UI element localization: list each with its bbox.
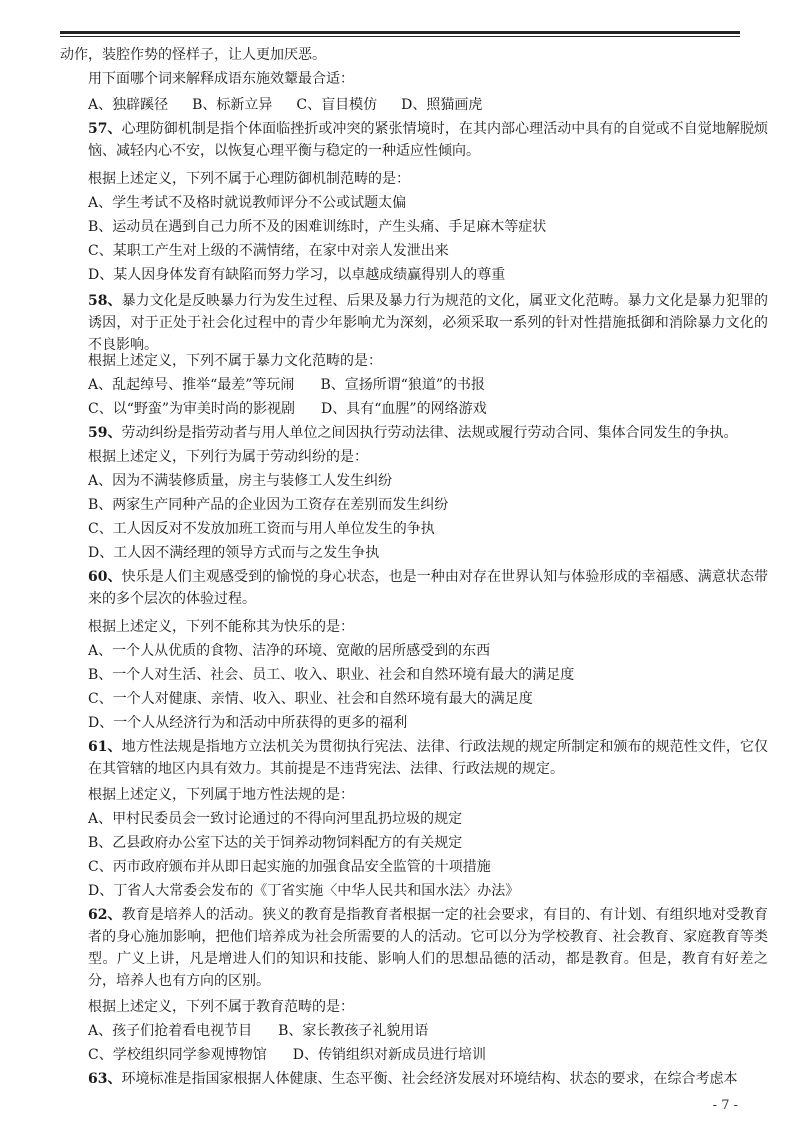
question-stem <box>60 1068 768 1090</box>
header-rule-thin <box>60 36 740 37</box>
question-text: 劳动纠纷是指劳动者与用人单位之间因执行劳动法律、法规或履行劳动合同、集体合同发生的争执。 <box>121 425 738 441</box>
option-row <box>60 374 768 396</box>
question-prompt: 根据上述定义，下列行为属于劳动纠纷的是： <box>88 449 368 465</box>
question-stem <box>60 422 768 444</box>
option-line: B、乙县政府办公室下达的关于饲养动物饲料配方的有关规定 <box>88 835 463 851</box>
question-text: 环境标准是指国家根据人体健康、生态平衡、社会经济发展对环境结构、状态的要求，在综合考虑本 <box>121 1071 738 1087</box>
question-text: 心理防御机制是指个体面临挫折或冲突的紧张情境时，在其内部心理活动中具有的自觉或不自觉地解脱烦恼、减轻内心不安，以恢复心理平衡与稳定的一种适应性倾向。 <box>88 121 768 159</box>
question-stem <box>60 566 768 610</box>
option-line: A、因为不满装修质量，房主与装修工人发生纠纷 <box>88 473 393 489</box>
option-right: B、家长教孩子礼貌用语 <box>278 1023 429 1039</box>
option-line: C、某职工产生对上级的不满情绪，在家中对亲人发泄出来 <box>88 243 449 259</box>
option-left: C、以“野蛮”为审美时尚的影视剧 <box>88 401 296 417</box>
option-line: A、学生考试不及格时就说教师评分不公或试题太偏 <box>88 195 407 211</box>
option-b: B、标新立异 <box>192 97 273 113</box>
option-line: A、一个人从优质的食物、洁净的环境、宽敞的居所感受到的东西 <box>88 643 491 659</box>
question-stem <box>60 118 768 162</box>
option-right: B、宣扬所谓“狼道”的书报 <box>320 377 486 393</box>
option-line: B、运动员在遇到自己力所不及的困难训练时，产生头痛、手足麻木等症状 <box>88 219 547 235</box>
question-text: 教育是培养人的活动。狭义的教育是指教育者根据一定的社会要求，有目的、有计划、有组织地对受教育者的身心施加影响，把他们培养成为社会所需要的人的活动。它可以分为学校教育、社会教育、家庭教育等类型。广义上讲，凡是增进人们的知识和技能、影响人们的思想品德的活动，都是教育。但是，教育有好差之分，培养人也有方向的区别。 <box>88 907 768 989</box>
question-number: 63、 <box>88 1071 122 1087</box>
option-row <box>60 1020 768 1042</box>
page-number: - 7 - <box>712 1098 738 1113</box>
option-line: C、工人因反对不发放加班工资而与用人单位发生的争执 <box>88 521 435 537</box>
question-number: 62、 <box>88 907 122 923</box>
question-prompt: 用下面哪个词来解释成语东施效颦最合适： <box>88 71 354 87</box>
question-number: 58、 <box>88 293 122 309</box>
option-line: C、丙市政府颁布并从即日起实施的加强食品安全监管的十项措施 <box>88 859 491 875</box>
question-prompt: 根据上述定义，下列不属于教育范畴的是： <box>88 999 354 1015</box>
question-number: 57、 <box>88 121 122 137</box>
question-number: 59、 <box>88 425 122 441</box>
question-text: 地方性法规是指地方立法机关为贯彻执行宪法、法律、行政法规的规定所制定和颁布的规范性文件，它仅在其管辖的地区内具有效力。其前提是不违背宪法、法律、行政法规的规定。 <box>88 739 768 777</box>
option-right: D、传销组织对新成员进行培训 <box>292 1047 486 1063</box>
option-line: B、一个人对生活、社会、员工、收入、职业、社会和自然环境有最大的满足度 <box>88 667 575 683</box>
question-text: 暴力文化是反映暴力行为发生过程、后果及暴力行为规范的文化，属亚文化范畴。暴力文化是暴力犯罪的诱因，对于正处于社会化过程中的青少年影响尤为深刻，必须采取一系列的针对性措施抵御和消除暴力文化的不良影响。 <box>88 293 768 353</box>
option-row <box>60 1044 768 1066</box>
option-a: A、独辟蹊径 <box>88 97 169 113</box>
question-prompt: 根据上述定义，下列不属于心理防御机制范畴的是： <box>88 171 410 187</box>
question-prompt: 根据上述定义，下列不属于暴力文化范畴的是： <box>88 353 382 369</box>
question-prompt: 根据上述定义，下列属于地方性法规的是： <box>88 787 354 803</box>
question-stem <box>60 904 768 992</box>
question-text: 快乐是人们主观感受到的愉悦的身心状态，也是一种由对存在世界认知与体验形成的幸福感、满意状态带来的多个层次的体验过程。 <box>88 569 768 607</box>
option-line: C、一个人对健康、亲情、收入、职业、社会和自然环境有最大的满足度 <box>88 691 533 707</box>
header-rule-thick <box>60 31 740 34</box>
option-row <box>60 398 768 420</box>
option-line: D、工人因不满经理的领导方式而与之发生争执 <box>88 545 380 561</box>
option-left: A、孩子们抢着看电视节目 <box>88 1023 253 1039</box>
option-left: A、乱起绰号、推举“最差”等玩闹 <box>88 377 295 393</box>
option-d: D、照猫画虎 <box>401 97 483 113</box>
paragraph-line: 动作，装腔作势的怪样子，让人更加厌恶。 <box>60 47 326 63</box>
question-prompt: 根据上述定义，下列不能称其为快乐的是： <box>88 619 354 635</box>
option-right: D、具有“血腥”的网络游戏 <box>321 401 487 417</box>
option-line: A、甲村民委员会一致讨论通过的不得向河里乱扔垃圾的规定 <box>88 811 463 827</box>
option-line: B、两家生产同种产品的企业因为工资存在差别而发生纠纷 <box>88 497 449 513</box>
option-left: C、学校组织同学参观博物馆 <box>88 1047 267 1063</box>
option-line: D、一个人从经济行为和活动中所获得的更多的福利 <box>88 715 408 731</box>
option-c: C、盲目模仿 <box>296 97 378 113</box>
option-line: D、丁省人大常委会发布的《丁省实施〈中华人民共和国水法〉办法》 <box>88 883 520 899</box>
question-number: 61、 <box>88 739 122 755</box>
option-line: D、某人因身体发育有缺陷而努力学习，以卓越成绩赢得别人的尊重 <box>88 267 506 283</box>
question-stem <box>60 290 768 356</box>
question-stem <box>60 736 768 780</box>
question-number: 60、 <box>88 569 122 585</box>
option-row <box>60 94 768 116</box>
